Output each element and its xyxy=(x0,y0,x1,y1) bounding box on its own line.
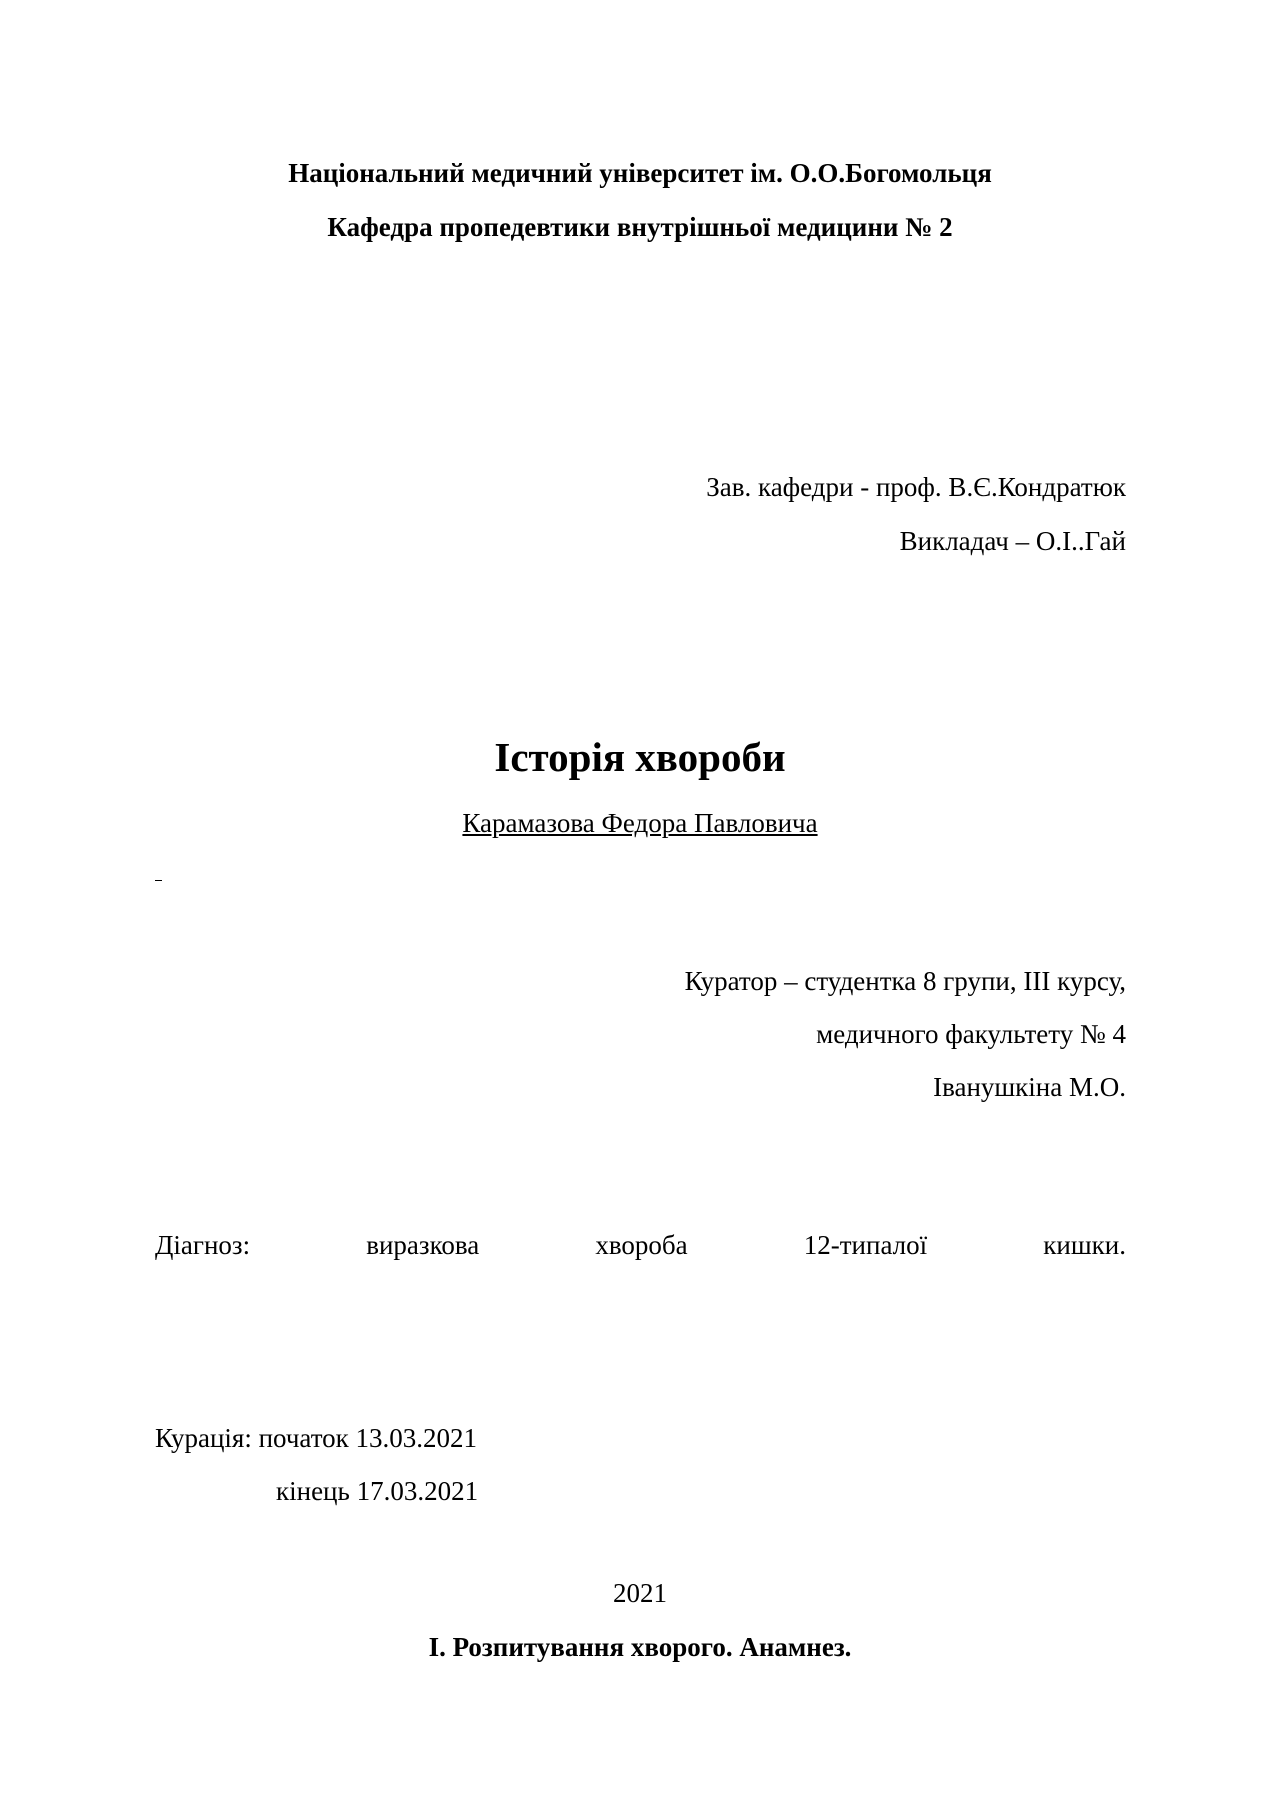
diagnosis-word: кишки. xyxy=(1043,1230,1126,1260)
curator-line-3: Іванушкіна М.О. xyxy=(933,1072,1126,1102)
document-year: 2021 xyxy=(613,1578,667,1608)
diagnosis-line xyxy=(155,1232,1126,1259)
diagnosis-word: 12-типалої xyxy=(803,1230,928,1260)
stray-dash xyxy=(155,880,162,881)
university-name: Національний медичний університет ім. О.О.Богомольця xyxy=(288,158,992,188)
curator-line-2: медичного факультету № 4 xyxy=(816,1019,1126,1049)
diagnosis-word: хвороба xyxy=(595,1230,688,1260)
section-heading: І. Розпитування хворого. Анамнез. xyxy=(428,1632,852,1662)
diagnosis-word: виразкова xyxy=(366,1230,480,1260)
patient-name-line xyxy=(0,810,1280,837)
teacher-name: Викладач – О.І..Гай xyxy=(899,526,1126,556)
curator-line-1: Куратор – студентка 8 групи, ІІІ курсу, xyxy=(684,966,1126,996)
document-title: Історія хвороби xyxy=(494,734,786,780)
curation-start: Курація: початок 13.03.2021 xyxy=(155,1423,478,1453)
head-of-department: Зав. кафедри - проф. В.Є.Кондратюк xyxy=(706,472,1126,502)
patient-name: Карамазова Федора Павловича xyxy=(462,808,818,838)
department-name: Кафедра пропедевтики внутрішньої медицини № 2 xyxy=(327,212,953,242)
diagnosis-word: Діагноз: xyxy=(155,1230,251,1260)
curation-end: кінець 17.03.2021 xyxy=(276,1476,479,1506)
